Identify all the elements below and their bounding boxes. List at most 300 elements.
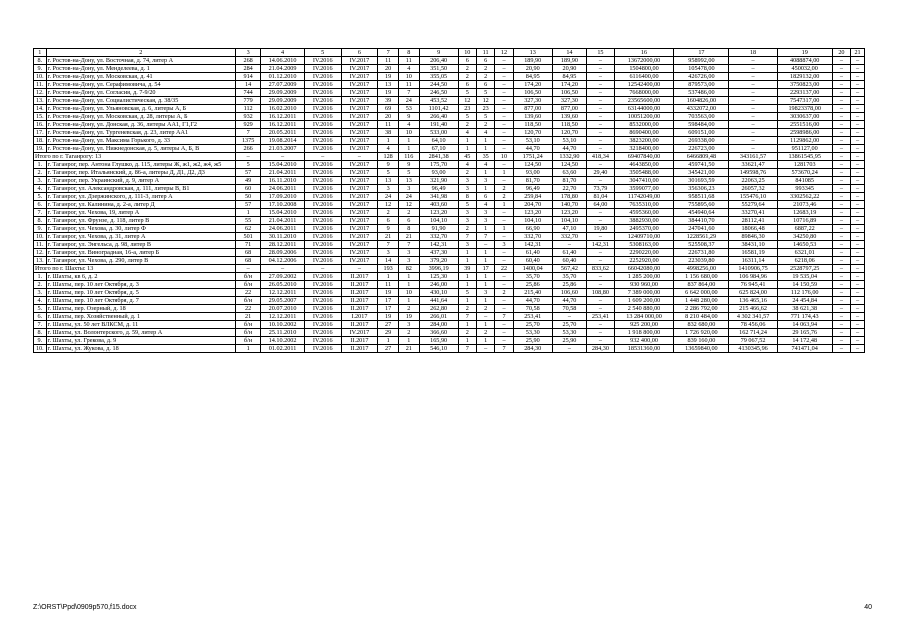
table-cell: IV.2016 (304, 57, 341, 65)
table-cell: 379,20 (419, 257, 458, 265)
table-cell: – (495, 57, 513, 65)
table-cell: – (832, 273, 850, 281)
table-cell: 1 (476, 297, 494, 305)
table-cell: IV.2016 (304, 137, 341, 145)
table-cell: 19 (378, 73, 399, 81)
table-row (34, 161, 865, 169)
table-row (34, 257, 865, 265)
column-number: 20 (832, 49, 850, 57)
table-cell: IV.2016 (304, 273, 341, 281)
table-cell: 215 466,62 (729, 305, 777, 313)
table-cell: 4 (476, 201, 494, 209)
table-cell: 744 (236, 89, 261, 97)
table-cell: 23565600,00 (614, 97, 674, 105)
table-cell: – (729, 145, 777, 153)
table-cell: 6 642 000,00 (674, 289, 729, 297)
table-cell: – (832, 65, 850, 73)
table-cell: 81,70 (552, 177, 586, 185)
address-cell: г. Ростов-на-Дону, ул. Нижнедонская, д. 5, литеры А, Б, В (46, 145, 235, 153)
table-cell: IV.2016 (304, 297, 341, 305)
table-cell: 1 (476, 145, 494, 153)
row-number: 9. (34, 337, 47, 345)
table-cell: 6 (458, 81, 476, 89)
table-cell: IV.2017 (341, 161, 378, 169)
row-number: 1. (34, 273, 47, 281)
table-cell: 332,70 (419, 233, 458, 241)
table-cell: 4 (476, 129, 494, 137)
table-cell: – (851, 81, 865, 89)
table-cell: 49 (236, 177, 261, 185)
table-cell: 2 (398, 329, 419, 337)
table-cell: 1 (476, 249, 494, 257)
table-cell: 1 (398, 145, 419, 153)
table-cell: – (729, 105, 777, 113)
table-cell: 4088874,00 (777, 57, 832, 65)
table-cell: – (832, 169, 850, 177)
table-cell: 454940,64 (674, 209, 729, 217)
table-cell: IV.2016 (304, 65, 341, 73)
table-cell: 81,70 (513, 177, 552, 185)
table-cell: – (851, 337, 865, 345)
table-cell: IV.2017 (341, 65, 378, 73)
row-number: 16. (34, 121, 47, 129)
table-cell: – (832, 193, 850, 201)
table-cell: 3030637,00 (777, 113, 832, 121)
table-cell: – (851, 345, 865, 353)
table-cell: 4 (398, 121, 419, 129)
table-cell: – (341, 153, 378, 161)
row-number: 8. (34, 217, 47, 225)
table-cell: 437,30 (419, 249, 458, 257)
table-cell: – (729, 113, 777, 121)
table-cell: 3996,19 (419, 265, 458, 273)
table-cell: 21 (398, 345, 419, 353)
table-cell: 215,40 (513, 289, 552, 297)
table-cell: 226731,80 (674, 249, 729, 257)
table-cell: 929 (236, 121, 261, 129)
table-cell: – (851, 241, 865, 249)
row-number: 2. (34, 169, 47, 177)
table-cell: 932 (236, 113, 261, 121)
table-row (34, 57, 865, 65)
table-cell: 139,60 (552, 113, 586, 121)
table-cell: 877,00 (552, 105, 586, 113)
table-cell: 253,41 (513, 313, 552, 321)
table-cell: 22063,25 (729, 177, 777, 185)
table-cell: – (832, 297, 850, 305)
table-cell: 142,31 (513, 241, 552, 249)
table-cell: б/н (236, 337, 261, 345)
table-cell: 3047410,00 (614, 177, 674, 185)
table-cell: 128 (378, 153, 399, 161)
table-cell: 44,70 (513, 145, 552, 153)
table-cell: IV.2017 (341, 233, 378, 241)
table-cell: 57 (236, 201, 261, 209)
address-cell: г. Ростов-на-Дону, ул. Московская, д. 28, литеры А, Б (46, 113, 235, 121)
table-cell: – (495, 137, 513, 145)
row-number: 7. (34, 321, 47, 329)
table-cell: 19,80 (587, 225, 615, 233)
table-cell: II.2017 (341, 273, 378, 281)
table-cell: – (729, 89, 777, 97)
table-cell: – (587, 57, 615, 65)
table-cell: 22 (495, 265, 513, 273)
table-cell: 10051200,00 (614, 113, 674, 121)
table-cell: II.2017 (341, 345, 378, 353)
table-row (34, 249, 865, 257)
table-cell: 22,70 (552, 185, 586, 193)
table-row (34, 81, 865, 89)
table-cell: 1 (476, 137, 494, 145)
table-cell: 366,60 (419, 329, 458, 337)
table-cell: 4 (476, 161, 494, 169)
table-row (34, 329, 865, 337)
table-cell: 17.09.2010 (261, 193, 305, 201)
table-cell: 6 (378, 217, 399, 225)
table-cell: – (729, 97, 777, 105)
table-cell: 12409710,00 (614, 233, 674, 241)
table-cell: – (729, 129, 777, 137)
table-cell: – (552, 313, 586, 321)
table-cell: 106,60 (552, 289, 586, 297)
address-cell: г. Ростов-на-Дону, ул. Тургеневская, д. 23, литер АА1 (46, 129, 235, 137)
table-cell: – (832, 345, 850, 353)
table-cell: 9 (398, 113, 419, 121)
table-cell: 7 (495, 345, 513, 353)
table-cell: – (832, 289, 850, 297)
table-cell: 10 (398, 73, 419, 81)
table-cell: 16.11.2010 (261, 177, 305, 185)
table-cell: 79 067,52 (729, 337, 777, 345)
table-cell: – (495, 73, 513, 81)
table-cell: 703563,00 (674, 113, 729, 121)
table-cell: 29 (378, 329, 399, 337)
table-cell: – (851, 193, 865, 201)
table-cell: – (587, 217, 615, 225)
table-cell: 741471,04 (777, 345, 832, 353)
table-cell: 6321,01 (777, 249, 832, 257)
column-number: 9 (419, 49, 458, 57)
table-cell: 418,34 (587, 153, 615, 161)
address-cell: г. Ростов-на-Дону, ул. Социалистическая, д. 38/35 (46, 97, 235, 105)
address-cell: г. Таганрог, ул. Чехова, д. 290, литер В (46, 257, 235, 265)
table-cell: – (851, 329, 865, 337)
table-cell: 25,90 (513, 337, 552, 345)
table-cell: 833,62 (587, 265, 615, 273)
row-number: 5. (34, 193, 47, 201)
table-cell: IV.2017 (341, 129, 378, 137)
table-cell: – (587, 113, 615, 121)
table-cell: 837 864,00 (674, 281, 729, 289)
row-number: 6. (34, 201, 47, 209)
table-cell: 266,01 (419, 313, 458, 321)
table-cell: 11 (398, 81, 419, 89)
table-cell: 343161,57 (729, 153, 777, 161)
table-cell: – (495, 257, 513, 265)
table-cell: – (495, 329, 513, 337)
table-cell: – (832, 217, 850, 225)
table-row (34, 121, 865, 129)
table-cell: 4 (398, 65, 419, 73)
table-cell: 951127,00 (777, 145, 832, 153)
table-cell: 1 (458, 145, 476, 153)
table-cell: – (832, 337, 850, 345)
table-cell: 1 (398, 297, 419, 305)
table-cell: – (236, 265, 261, 273)
table-cell: 14650,53 (777, 241, 832, 249)
row-number: 8. (34, 57, 47, 65)
table-cell: 1 (476, 257, 494, 265)
table-row (34, 289, 865, 297)
table-cell: 63144000,00 (614, 105, 674, 113)
table-cell: 1 (495, 169, 513, 177)
table-cell: IV.2017 (341, 241, 378, 249)
table-cell: 112 (236, 105, 261, 113)
table-cell: – (495, 273, 513, 281)
table-cell: 2 (458, 121, 476, 129)
table-cell: – (832, 257, 850, 265)
table-cell: 1 (378, 273, 399, 281)
table-cell: 332,70 (513, 233, 552, 241)
table-cell: 142,31 (587, 241, 615, 249)
table-cell: 11742049,00 (614, 193, 674, 201)
table-cell: 13861545,95 (777, 153, 832, 161)
table-cell: 123,20 (513, 209, 552, 217)
table-cell: 25,70 (513, 321, 552, 329)
table-cell: 841085 (777, 177, 832, 185)
table-cell: 930 960,00 (614, 281, 674, 289)
table-cell: 3 (398, 249, 419, 257)
table-cell: 174,20 (513, 81, 552, 89)
table-row (34, 113, 865, 121)
table-cell: 104,10 (552, 217, 586, 225)
table-cell: 108,80 (587, 289, 615, 297)
table-cell: 2 (458, 169, 476, 177)
table-cell: – (851, 305, 865, 313)
table-cell: 29.05.2007 (261, 297, 305, 305)
table-cell: 28.12.2011 (261, 241, 305, 249)
table-cell: 5 (458, 89, 476, 97)
table-row (34, 337, 865, 345)
table-cell: IV.2016 (304, 345, 341, 353)
table-cell: 2 (495, 185, 513, 193)
address-cell: г. Таганрог, ул. Чехова, д. 31, литер А (46, 233, 235, 241)
table-cell: – (851, 321, 865, 329)
table-cell: – (851, 65, 865, 73)
table-cell: 67,10 (419, 145, 458, 153)
table-cell: 441,64 (419, 297, 458, 305)
table-cell: 105478,00 (674, 65, 729, 73)
table-cell: 3 (458, 241, 476, 249)
table-cell: 123,20 (552, 209, 586, 217)
table-cell: IV.2017 (341, 225, 378, 233)
table-cell: 1281703 (777, 161, 832, 169)
table-cell: б/н (236, 281, 261, 289)
table-cell: – (587, 73, 615, 81)
table-cell: 771 174,43 (777, 313, 832, 321)
table-cell: 246,00 (419, 281, 458, 289)
table-cell: 2 (495, 289, 513, 297)
table-cell: – (552, 241, 586, 249)
table-cell: 7 (236, 129, 261, 137)
table-row (34, 345, 865, 353)
table-cell: – (832, 113, 850, 121)
column-number: 1 (34, 49, 47, 57)
address-cell: г. Таганрог, ул. Фрунзе, д. 118, литер В (46, 217, 235, 225)
table-cell: 13659840,00 (674, 345, 729, 353)
table-cell: 246,50 (419, 89, 458, 97)
table-cell: – (851, 209, 865, 217)
table-row (34, 241, 865, 249)
table-cell: 5 (458, 289, 476, 297)
table-cell: 120,70 (513, 129, 552, 137)
table-cell: 19 (398, 313, 419, 321)
table-cell: – (495, 145, 513, 153)
table-cell: 24.06.2011 (261, 185, 305, 193)
table-cell: 14.06.2010 (261, 57, 305, 65)
file-path: Z:\ORST\Ppd\0909p570,f15.docx (33, 604, 137, 611)
table-cell: – (495, 233, 513, 241)
table-cell: – (587, 321, 615, 329)
address-cell: г. Таганрог, ул. Виноградная, 16-а, литер Б (46, 249, 235, 257)
total-label: Итого по г. Шахты: 13 (34, 265, 236, 273)
table-cell: 6466809,48 (674, 153, 729, 161)
table-cell: 68 (236, 257, 261, 265)
table-cell: 958511,68 (674, 193, 729, 201)
table-row (34, 97, 865, 105)
table-cell: IV.2016 (304, 329, 341, 337)
row-number: 10. (34, 233, 47, 241)
address-cell: г. Шахты, пер. 10 лет Октября, д. 7 (46, 297, 235, 305)
table-cell: 13 (398, 177, 419, 185)
table-cell: б/н (236, 273, 261, 281)
table-cell: – (832, 177, 850, 185)
table-cell: 3750823,00 (777, 81, 832, 89)
table-cell: 63,60 (552, 169, 586, 177)
table-cell: – (832, 329, 850, 337)
column-number: 7 (378, 49, 399, 57)
table-cell: 546,10 (419, 345, 458, 353)
address-cell: г. Таганрог, ул. Энгельса, д. 98, литер В (46, 241, 235, 249)
table-cell: 1504800,00 (614, 65, 674, 73)
address-cell: г. Таганрог, ул. Чехова, 19, литер А (46, 209, 235, 217)
table-cell: 1 726 920,00 (674, 329, 729, 337)
table-cell: 60 (236, 185, 261, 193)
table-cell: 19 (378, 313, 399, 321)
table-cell: 162 714,24 (729, 329, 777, 337)
table-cell: 19 (378, 89, 399, 97)
table-cell: IV.2017 (341, 73, 378, 81)
table-cell: 106 984,96 (729, 273, 777, 281)
table-row (34, 105, 865, 113)
table-cell: 3 (476, 209, 494, 217)
table-cell: – (587, 97, 615, 105)
table-cell: IV.2016 (304, 241, 341, 249)
table-cell: – (587, 281, 615, 289)
address-cell: г. Таганрог, ул. Дзержинского, д. 111-3, литер А (46, 193, 235, 201)
table-cell: 1410906,75 (729, 265, 777, 273)
table-cell: – (495, 305, 513, 313)
table-cell: 10.10.2002 (261, 321, 305, 329)
table-cell: – (729, 65, 777, 73)
row-number: 19. (34, 145, 47, 153)
table-cell: 301693,59 (674, 177, 729, 185)
table-cell: 45 (458, 153, 476, 161)
table-cell: 2528797,25 (777, 265, 832, 273)
table-cell: IV.2016 (304, 281, 341, 289)
column-number: 10 (458, 49, 476, 57)
table-cell: б/н (236, 297, 261, 305)
table-cell: – (495, 105, 513, 113)
table-cell: – (832, 321, 850, 329)
table-cell: IV.2016 (304, 201, 341, 209)
table-cell: – (832, 137, 850, 145)
row-number: 12. (34, 89, 47, 97)
table-cell: 6 (476, 57, 494, 65)
table-cell: 6 (458, 57, 476, 65)
table-cell: 5 (458, 113, 476, 121)
table-cell: 136 465,16 (729, 297, 777, 305)
table-cell: – (495, 89, 513, 97)
table-cell: 165,90 (419, 337, 458, 345)
table-cell: 7 (378, 241, 399, 249)
table-cell: 11 (378, 121, 399, 129)
table-cell: 11 (378, 281, 399, 289)
table-cell: 1228561,29 (674, 233, 729, 241)
table-cell: 327,30 (552, 97, 586, 105)
table-cell: 3 (378, 249, 399, 257)
table-cell: 34250,80 (777, 233, 832, 241)
table-cell: 29.09.2009 (261, 89, 305, 97)
table-cell: 53,10 (513, 137, 552, 145)
table-cell: 2 (476, 65, 494, 73)
table-cell: – (552, 345, 586, 353)
table-cell: 123,20 (419, 209, 458, 217)
table-cell: – (851, 105, 865, 113)
table-cell: 70,58 (513, 305, 552, 313)
table-cell: 16581,19 (729, 249, 777, 257)
table-cell: 17 (476, 265, 494, 273)
table-cell: – (851, 249, 865, 257)
table-cell: 879573,00 (674, 81, 729, 89)
table-cell: 12683,19 (777, 209, 832, 217)
table-cell: 30.11.2010 (261, 233, 305, 241)
table-cell: 1 (458, 249, 476, 257)
table-cell: IV.2016 (304, 105, 341, 113)
table-cell: 1 (398, 281, 419, 289)
table-cell: 78 456,06 (729, 321, 777, 329)
table-cell: 35 (476, 153, 494, 161)
table-cell: 10 (398, 289, 419, 297)
table-cell: – (587, 89, 615, 97)
table-cell: 96,49 (419, 185, 458, 193)
table-cell: 3 (476, 289, 494, 297)
table-cell: 321,90 (419, 177, 458, 185)
table-cell: 21.04.2011 (261, 217, 305, 225)
table-cell: 779 (236, 97, 261, 105)
table-cell: 2 (476, 121, 494, 129)
table-cell: II.2017 (341, 337, 378, 345)
table-row (34, 225, 865, 233)
table-cell: – (587, 105, 615, 113)
table-cell: 3 (476, 177, 494, 185)
table-cell: 8 (458, 193, 476, 201)
column-number: 21 (851, 49, 865, 57)
table-cell: 25,86 (552, 281, 586, 289)
table-row (34, 185, 865, 193)
table-cell: 21.03.2007 (261, 145, 305, 153)
table-cell: 7668000,00 (614, 89, 674, 97)
